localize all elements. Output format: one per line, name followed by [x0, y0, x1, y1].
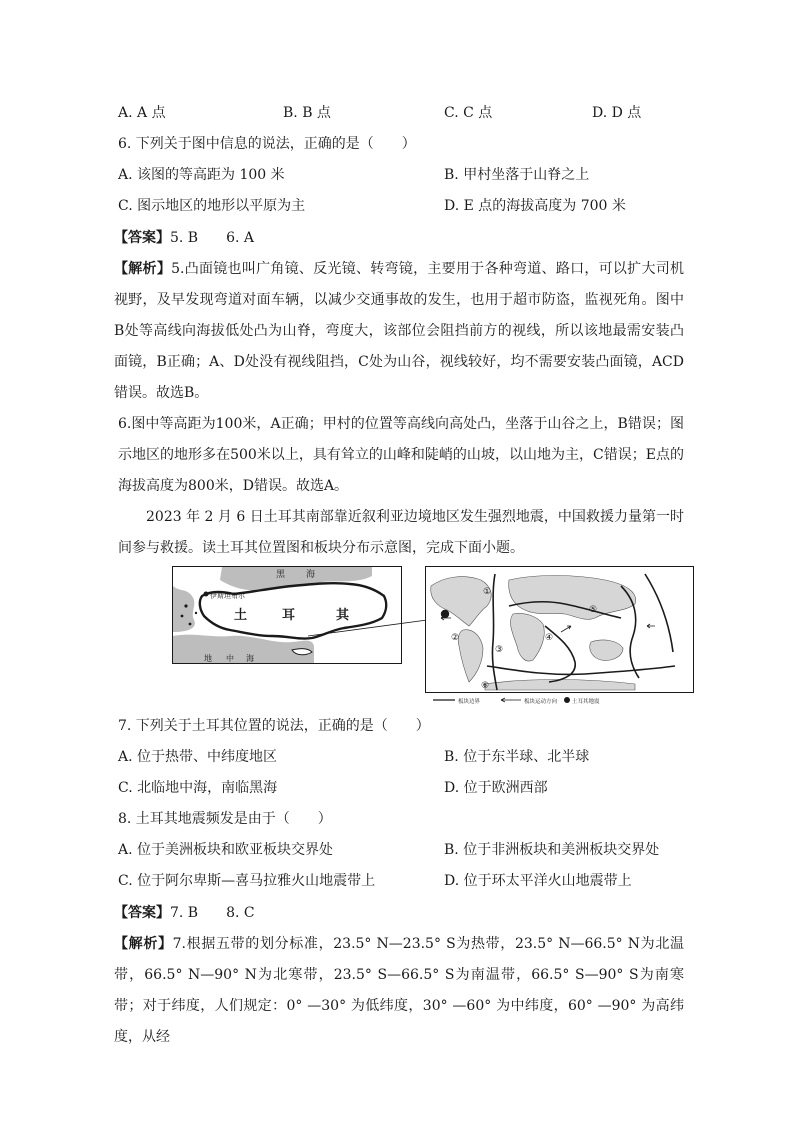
q6-option-b: B. 甲村坐落于山脊之上: [444, 167, 590, 183]
answer-label: 【答案】: [114, 905, 170, 921]
q7-stem: 7. 下列关于土耳其位置的说法，正确的是（ ）: [118, 718, 430, 734]
mediterranean-label-1: 地: [204, 654, 212, 663]
island-mark: [181, 615, 184, 618]
q6-option-a: A. 该图的等高距为 100 米: [118, 167, 285, 183]
analysis-label: 【解析】: [114, 936, 173, 952]
q4-option-a: A. A 点: [118, 105, 166, 121]
legend-arrow-icon: [501, 698, 521, 702]
q8-option-a: A. 位于美洲板块和欧亚板块交界处: [118, 842, 334, 858]
q6-option-c: C. 图示地区的地形以平原为主: [118, 198, 306, 214]
q7-option-a: A. 位于热带、中纬度地区: [118, 749, 278, 765]
turkey-label-1: 土: [234, 608, 248, 623]
q8-option-b: B. 位于非洲板块和美洲板块交界处: [444, 842, 660, 858]
analysis-1-p1: [114, 254, 684, 409]
plate-label-2: ②: [451, 633, 460, 643]
island-mark: [184, 604, 187, 607]
q6-option-d: D. E 点的海拔高度为 700 米: [444, 198, 626, 214]
mediterranean-label-2: 中: [226, 654, 234, 663]
analysis-text: 7.根据五带的划分标准，23.5° N—23.5° S为热带，23.5° N—66.5° N为北温带，66.5° N—90° N为北寒带，23.5° S—66.5° S为南温带，66.5° S—90° S为南寒带；对于纬度，人们规定：0° —30° 为低纬度，30° —60° 为中纬度，60° —90° 为高纬度，从经: [114, 936, 684, 1045]
answer-1: [114, 228, 254, 248]
plate-label-6: ⑥: [481, 681, 490, 691]
analysis-text: 5.凸面镜也叫广角镜、反光镜、转弯镜，主要用于各种弯道、路口，可以扩大司机视野，及早发现弯道对面车辆，以减少交通事故的发生，也用于超市防盗，监视死角。图中B处等高线向海拔低处凸为山脊，弯度大，该部位会阻挡前方的视线，所以该地最需安装凸面镜，B正确；A、D处没有视线阻挡，C处为山谷，视线较好，均不需要安装凸面镜，ACD错误。故选B。: [114, 261, 684, 401]
answer-text: 5. B 6. A: [170, 230, 255, 246]
turkey-label-3: 其: [336, 608, 350, 623]
istanbul-marker: [204, 592, 209, 597]
island-mark: [189, 623, 192, 626]
q7-option-b: B. 位于东半球、北半球: [444, 749, 590, 765]
q6-stem: 6. 下列关于图中信息的说法，正确的是（ ）: [118, 136, 416, 152]
turkey-label-2: 耳: [282, 608, 296, 623]
turkey-earthquake-marker: [441, 610, 449, 618]
istanbul-label: 伊斯坦布尔: [210, 592, 245, 600]
mediterranean-label-3: 海: [246, 654, 254, 663]
plate-label-1: ①: [483, 587, 492, 597]
q8-option-d: D. 位于环太平洋火山地震带上: [444, 873, 632, 889]
plate-distribution-map: [425, 566, 694, 706]
analysis-1-p2: 6.图中等高距为100米，A正确；甲村的位置等高线向高处凸，坐落于山谷之上，B错误；图示地区的地形多在500米以上，具有耸立的山峰和陡峭的山坡，以山地为主，C错误；E点的海拔高度为800米，D错误。故选A。: [118, 416, 684, 494]
legend-quake-label: 土耳其地震: [572, 699, 600, 705]
answer-label: 【答案】: [114, 230, 170, 246]
black-sea-label-2: 海: [306, 570, 316, 580]
black-sea-label-1: 黑: [276, 570, 286, 580]
answer-2: [114, 903, 255, 923]
intro-paragraph: 2023 年 2 月 6 日土耳其南部靠近叙利亚边境地区发生强烈地震，中国救援力量第一时间参与救援。读土耳其位置图和板块分布示意图，完成下面小题。: [118, 509, 684, 556]
q8-option-c: C. 位于阿尔卑斯—喜马拉雅火山地震带上: [118, 873, 376, 889]
analysis-label: 【解析】: [114, 261, 172, 277]
q8-stem: 8. 土耳其地震频发是由于（ ）: [118, 811, 332, 827]
q4-option-c: C. C 点: [444, 105, 493, 121]
legend-boundary-label: 板块边界: [458, 699, 481, 705]
q4-option-d: D. D 点: [592, 105, 642, 121]
legend-arrow-label: 板块运动方向: [524, 699, 558, 705]
q4-option-b: B. B 点: [283, 105, 331, 121]
analysis-2-p1: [114, 929, 684, 1053]
q7-option-c: C. 北临地中海，南临黑海: [118, 780, 278, 796]
legend-quake-dot: [564, 697, 570, 703]
plate-label-5: ⑤: [589, 605, 598, 615]
plate-label-4: ④: [545, 633, 554, 643]
island-mark: [195, 612, 197, 614]
q7-option-d: D. 位于欧洲西部: [444, 780, 548, 796]
answer-text: 7. B 8. C: [170, 905, 255, 921]
plate-label-3: ③: [495, 645, 504, 655]
